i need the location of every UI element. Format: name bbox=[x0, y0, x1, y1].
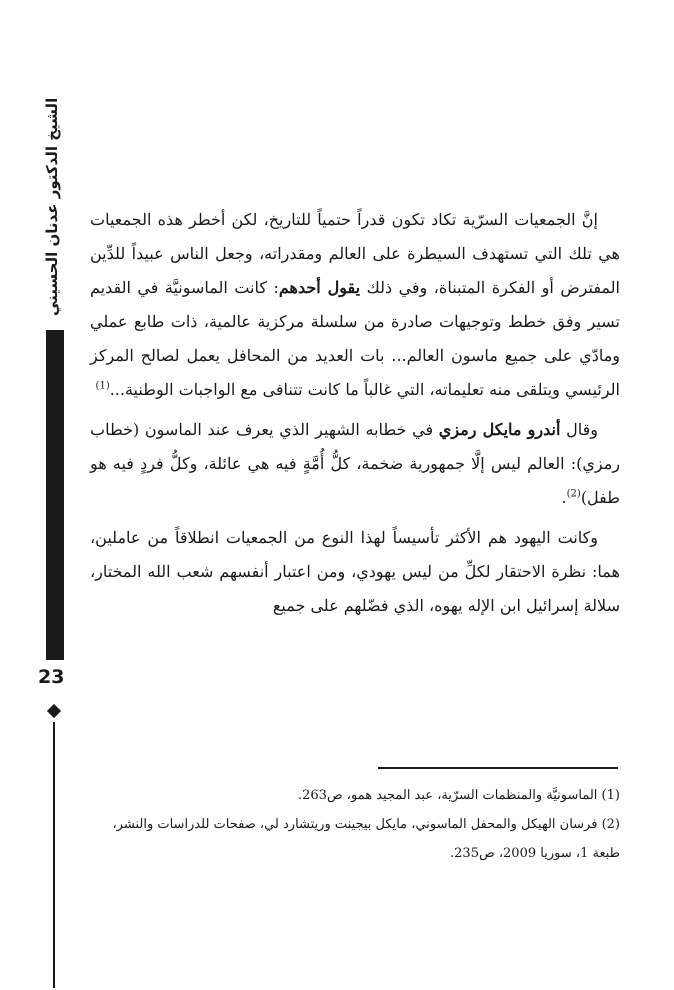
footnote-separator bbox=[378, 767, 618, 769]
footnote-1: (1) الماسونيَّة والمنظمات السرّية، عبد المجيد همو، ص263. bbox=[297, 788, 620, 803]
footnotes bbox=[90, 781, 620, 868]
footnote-ref-2: (2) bbox=[566, 488, 581, 500]
footnote-2: (2) فرسان الهيكل والمحفل الماسوني، مايكل بيجينت وريتشارد لي، صفحات للدراسات والنشر، طبعة 1، سوريا 2009، ص235. bbox=[112, 817, 620, 861]
side-decorative-bar bbox=[46, 330, 64, 660]
paragraph-1-text-a: إنَّ الجمعيات السرّية تكاد تكون قدراً حتمياً للتاريخ، لكن أخطر هذه الجمعيات هي تلك التي تستهدف السيطرة على العالم ومقدراته، وجعل الناس عبيداً للدِّين المفترض أو الفكرة المتبناة، وفي ذلك bbox=[90, 210, 621, 297]
diamond-ornament-icon bbox=[47, 704, 61, 718]
paragraph-2-bold: أندرو مايكل رمزي bbox=[438, 420, 561, 439]
paragraph-2-end: . bbox=[561, 488, 567, 507]
paragraph-2-text-b: في خطابه الشهير الذي يعرف عند الماسون (خطاب رمزي): العالم ليس إلَّا جمهورية ضخمة، كلُّ أُمَّةٍ فيه هي عائلة، وكلُّ فردٍ فيه هو طفل) bbox=[90, 420, 620, 507]
paragraph-1 bbox=[90, 203, 620, 407]
paragraph-2-text-a: وقال bbox=[560, 420, 598, 439]
running-head-author: الشيخ الدكتور عدنان الحسيني bbox=[43, 97, 61, 317]
paragraph-3: وكانت اليهود هم الأكثر تأسيساً لهذا النوع من الجمعيات انطلاقاً من عاملين، هما: نظرة الاحتقار لكلِّ من ليس يهودي، ومن اعتبار أنفسهم شعب الله المختار، سلالة إسرائيل ابن الإله يهوه، الذي فضّلهم على جميع bbox=[90, 528, 620, 615]
paragraph-1-text-b: : كانت الماسونيَّة في القديم تسير وفق خطط وتوجيهات صادرة من سلسلة مركزية عالمية، ذات طابع عملي ومادّي على جميع ماسون العالم... بات العديد من المحافل يعمل لصالح المركز الرئيسي ويتلقى منه تعليماته، التي غالباً ما كانت تتنافى مع الواجبات الوطنية... bbox=[90, 278, 620, 399]
footnote-ref-1: (1) bbox=[95, 380, 110, 392]
side-rule-line bbox=[53, 722, 55, 988]
body-text bbox=[90, 203, 620, 623]
page-number: 23 bbox=[38, 666, 65, 688]
paragraph-2 bbox=[90, 413, 620, 515]
paragraph-1-bold: يقول أحدهم bbox=[278, 278, 361, 297]
